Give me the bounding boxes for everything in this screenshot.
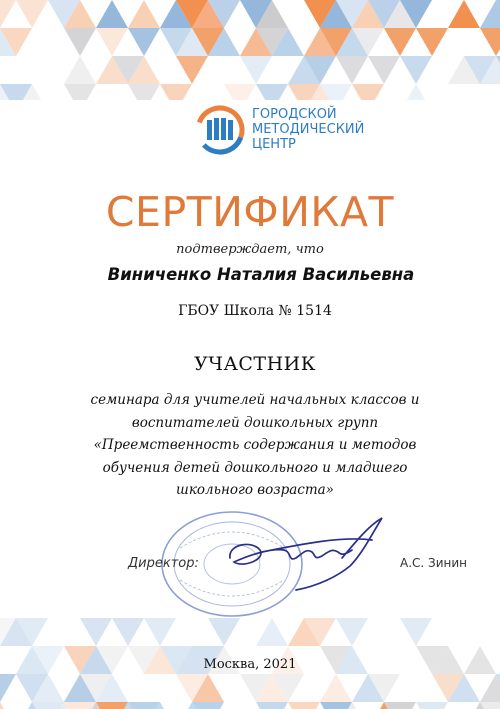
decorative-triangle xyxy=(128,0,160,28)
decorative-triangle xyxy=(128,28,160,56)
logo-line-3: ЦЕНТР xyxy=(252,137,296,152)
logo-line-2: МЕТОДИЧЕСКИЙ xyxy=(252,122,365,137)
decorative-triangle xyxy=(0,674,16,702)
school-name: ГБОУ Школа № 1514 xyxy=(178,303,332,319)
decorative-triangle xyxy=(288,702,320,709)
decorative-triangle xyxy=(448,0,480,28)
decorative-triangle xyxy=(480,0,500,28)
decorative-triangle xyxy=(336,56,368,84)
decorative-triangle xyxy=(416,702,448,709)
decorative-triangle xyxy=(480,28,500,56)
decorative-triangle xyxy=(128,84,160,100)
description-line-5: школьного возраста» xyxy=(176,482,334,498)
certificate-title: СЕРТИФИКАТ xyxy=(105,188,395,236)
event-description xyxy=(0,389,500,502)
decorative-triangle xyxy=(32,702,64,709)
decorative-triangle xyxy=(368,56,400,84)
decorative-triangle xyxy=(416,28,448,56)
director-name: А.С. Зинин xyxy=(400,556,468,570)
description-line-4: обучения детей дошкольного и младшего xyxy=(102,459,408,476)
description-line-1: семинара для учителей начальных классов и xyxy=(90,392,420,408)
decorative-triangle xyxy=(96,0,128,28)
book-columns-logo-icon xyxy=(194,104,246,156)
description-line-3: «Преемственность содержания и методов xyxy=(93,437,417,453)
decorative-triangle xyxy=(256,84,288,100)
decorative-triangle xyxy=(400,84,432,100)
decorative-triangle xyxy=(240,56,272,84)
decorative-triangle xyxy=(400,56,432,84)
decorative-triangle xyxy=(0,702,16,709)
decorative-triangle xyxy=(224,84,256,100)
decorative-triangle xyxy=(96,702,128,709)
decorative-triangle xyxy=(256,618,288,646)
logo xyxy=(194,104,374,156)
decorative-triangle xyxy=(112,618,144,646)
participant-role: УЧАСТНИК xyxy=(194,353,316,375)
decorative-triangle xyxy=(400,618,432,646)
decorative-triangle xyxy=(0,0,16,28)
decorative-triangle xyxy=(144,618,176,646)
decorative-triangle xyxy=(336,618,368,646)
decorative-triangle-pattern-top xyxy=(0,0,500,100)
decorative-triangle xyxy=(64,702,96,709)
decorative-triangle xyxy=(320,674,352,702)
decorative-triangle xyxy=(176,56,208,84)
logo-line-1: ГОРОДСКОЙ xyxy=(252,107,337,122)
decorative-triangle xyxy=(256,702,288,709)
decorative-triangle xyxy=(128,702,160,709)
handwritten-signature-icon xyxy=(222,514,392,594)
place-and-year: Москва, 2021 xyxy=(203,657,297,672)
decorative-triangle xyxy=(64,28,96,56)
decorative-triangle xyxy=(96,28,128,56)
decorative-triangle xyxy=(160,84,192,100)
decorative-triangle xyxy=(16,0,48,28)
description-line-2: воспитателей дошкольных групп xyxy=(131,414,379,431)
certificate-subtitle: подтверждает, что xyxy=(176,242,324,257)
decorative-triangle xyxy=(320,702,352,709)
decorative-triangle xyxy=(352,84,384,100)
decorative-triangle xyxy=(64,84,96,100)
decorative-triangle xyxy=(64,56,96,84)
decorative-triangle xyxy=(208,618,240,646)
decorative-triangle xyxy=(480,674,500,702)
recipient-name: Виниченко Наталия Васильевна xyxy=(107,265,415,284)
decorative-triangle xyxy=(80,618,112,646)
director-label: Директор: xyxy=(128,556,199,571)
decorative-triangle xyxy=(384,28,416,56)
decorative-triangle xyxy=(384,702,416,709)
decorative-triangle xyxy=(192,702,224,709)
logo-text xyxy=(252,107,364,152)
